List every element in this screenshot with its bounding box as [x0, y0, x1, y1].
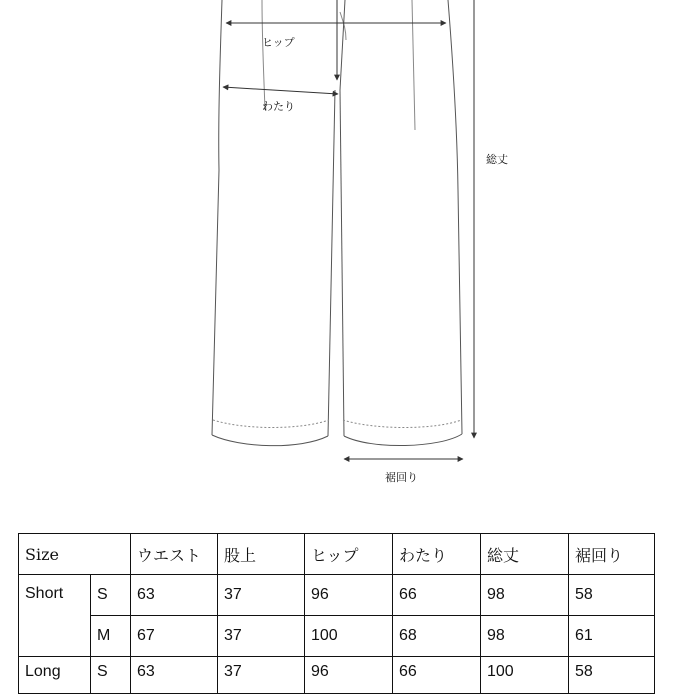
left-pleat [262, 0, 265, 110]
table-header-row [19, 534, 655, 575]
left-leg-inner [328, 90, 335, 436]
header-size: Size [19, 534, 131, 575]
value-cell: 58 [569, 575, 655, 616]
table-row [19, 616, 655, 657]
left-leg-hem [212, 435, 328, 446]
value-cell: 98 [481, 575, 569, 616]
value-cell: 67 [131, 616, 218, 657]
value-cell: 37 [218, 575, 305, 616]
left-cuff [213, 420, 329, 428]
value-cell: 98 [481, 616, 569, 657]
header-total-length: 総丈 [481, 534, 569, 575]
group-label-long: Long [19, 657, 91, 694]
right-pleat [412, 0, 415, 130]
table-row [19, 657, 655, 694]
size-cell: M [91, 616, 131, 657]
thigh-arrow [223, 87, 338, 94]
thigh-label: わたり [262, 100, 295, 113]
value-cell: 96 [305, 657, 393, 694]
value-cell: 37 [218, 657, 305, 694]
value-cell: 96 [305, 575, 393, 616]
hip-label: ヒップ [262, 36, 295, 49]
header-hip: ヒップ [305, 534, 393, 575]
total-length-label: 総丈 [486, 153, 508, 166]
value-cell: 68 [393, 616, 481, 657]
value-cell: 66 [393, 575, 481, 616]
measurement-arrows [223, 0, 474, 459]
header-thigh: わたり [393, 534, 481, 575]
value-cell: 66 [393, 657, 481, 694]
value-cell: 63 [131, 575, 218, 616]
right-leg-hem [344, 434, 462, 446]
value-cell: 63 [131, 657, 218, 694]
table-row [19, 575, 655, 616]
group-label-short: Short [19, 575, 91, 657]
right-cuff [343, 420, 461, 428]
hem-label: 裾回り [385, 471, 418, 484]
size-cell: S [91, 657, 131, 694]
header-rise: 股上 [218, 534, 305, 575]
left-leg-outer [212, 0, 222, 435]
value-cell: 37 [218, 616, 305, 657]
value-cell: 58 [569, 657, 655, 694]
right-leg-outer [448, 0, 462, 434]
header-waist: ウエスト [131, 534, 218, 575]
size-table [18, 533, 655, 694]
right-leg-inner [340, 90, 344, 436]
size-cell: S [91, 575, 131, 616]
header-hem: 裾回り [569, 534, 655, 575]
value-cell: 100 [481, 657, 569, 694]
value-cell: 100 [305, 616, 393, 657]
value-cell: 61 [569, 616, 655, 657]
